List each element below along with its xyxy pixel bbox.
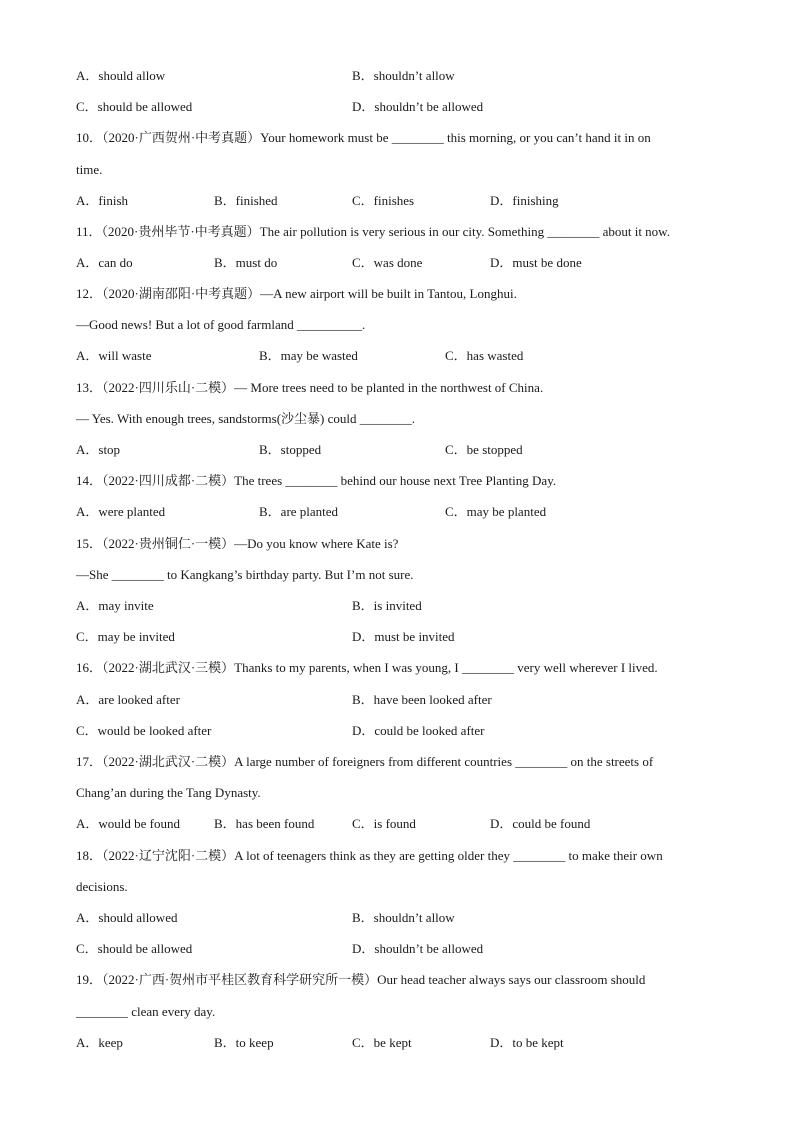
answer-option: D．must be invited (352, 629, 455, 644)
text-line: 11．（2020·贵州毕节·中考真题）The air pollution is very serious in our city. Something ________ about it now. (76, 224, 670, 239)
text-line: 19．（2022·广西·贺州市平桂区教育科学研究所一模）Our head teacher always says our classroom should (76, 972, 646, 987)
answer-option: C．may be invited (76, 629, 175, 644)
answer-option: C．should be allowed (76, 99, 193, 114)
answer-option: B．are planted (259, 504, 339, 519)
answer-option: A．should allow (76, 68, 166, 83)
answer-option: D．must be done (490, 255, 582, 270)
answer-option: B．shouldn’t allow (352, 68, 455, 83)
answer-option: A．should allowed (76, 910, 178, 925)
answer-option: A．may invite (76, 598, 154, 613)
answer-option: C．be kept (352, 1035, 412, 1050)
answer-option: D．could be found (490, 816, 591, 831)
answer-option: C．finishes (352, 193, 415, 208)
text-line: 12．（2020·湖南邵阳·中考真题）—A new airport will be built in Tantou, Longhui. (76, 286, 517, 301)
text-line: 18．（2022·辽宁沈阳·二模）A lot of teenagers think as they are getting older they ________ to make their own (76, 848, 663, 863)
answer-option: A．will waste (76, 348, 152, 363)
text-line: —Good news! But a lot of good farmland __________. (76, 317, 366, 332)
text-line: Chang’an during the Tang Dynasty. (76, 785, 261, 800)
text-line: time. (76, 162, 103, 177)
answer-option: B．has been found (214, 816, 315, 831)
text-line: 17．（2022·湖北武汉·二模）A large number of foreigners from different countries ________ on the streets of (76, 754, 654, 769)
text-line: 16．（2022·湖北武汉·三模）Thanks to my parents, when I was young, I ________ very well wherever I lived. (76, 660, 658, 675)
answer-option: B．must do (214, 255, 278, 270)
answer-option: A．were planted (76, 504, 166, 519)
text-line: —She ________ to Kangkang’s birthday party. But I’m not sure. (76, 567, 414, 582)
answer-option: B．may be wasted (259, 348, 358, 363)
answer-option: A．are looked after (76, 692, 180, 707)
answer-option: D．shouldn’t be allowed (352, 941, 484, 956)
answer-option: C．may be planted (445, 504, 547, 519)
answer-option: C．is found (352, 816, 416, 831)
answer-option: A．stop (76, 442, 121, 457)
answer-option: B．stopped (259, 442, 322, 457)
answer-option: C．would be looked after (76, 723, 212, 738)
answer-option: B．have been looked after (352, 692, 492, 707)
text-line: decisions. (76, 879, 128, 894)
answer-option: B．to keep (214, 1035, 274, 1050)
answer-option: C．was done (352, 255, 423, 270)
text-line: 14．（2022·四川成都·二模）The trees ________ behind our house next Tree Planting Day. (76, 473, 557, 488)
answer-option: B．finished (214, 193, 278, 208)
text-line: 13．（2022·四川乐山·二模）— More trees need to be planted in the northwest of China. (76, 380, 544, 395)
text-line: — Yes. With enough trees, sandstorms(沙尘暴) could ________. (76, 411, 416, 426)
answer-option: D．to be kept (490, 1035, 564, 1050)
text-line: 15．（2022·贵州铜仁·一模）—Do you know where Kate is? (76, 536, 399, 551)
answer-option: A．finish (76, 193, 129, 208)
text-line: ________ clean every day. (76, 1004, 216, 1019)
answer-option: C．be stopped (445, 442, 523, 457)
answer-option: D．finishing (490, 193, 559, 208)
answer-option: A．would be found (76, 816, 180, 831)
answer-option: C．should be allowed (76, 941, 193, 956)
answer-option: B．shouldn’t allow (352, 910, 455, 925)
text-line: 10．（2020·广西贺州·中考真题）Your homework must be ________ this morning, or you can’t hand it in on (76, 130, 651, 145)
answer-option: C．has wasted (445, 348, 524, 363)
answer-option: D．could be looked after (352, 723, 485, 738)
answer-option: D．shouldn’t be allowed (352, 99, 484, 114)
answer-option: A．keep (76, 1035, 123, 1050)
answer-option: A．can do (76, 255, 133, 270)
answer-option: B．is invited (352, 598, 422, 613)
